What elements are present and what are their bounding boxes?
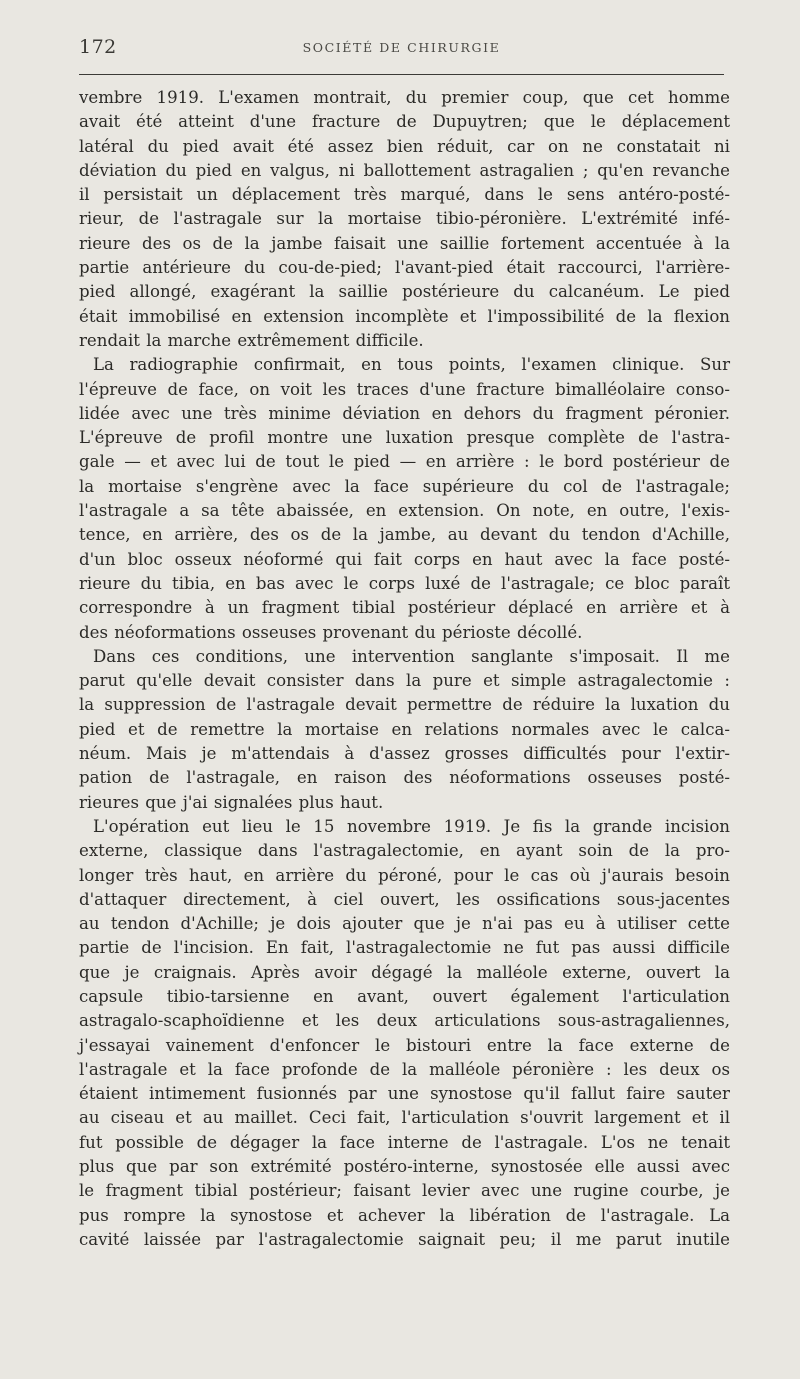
text-line: avait été atteint d'une fracture de Dupuytren; que le déplacement bbox=[79, 112, 730, 132]
text-line: des néoformations osseuses provenant du périoste décollé. bbox=[79, 622, 583, 642]
text-line: l'astragale et la face profonde de la malléole péronière : les deux os bbox=[79, 1059, 730, 1079]
running-head: SOCIÉTÉ DE CHIRURGIE bbox=[302, 40, 501, 55]
text-line: l'épreuve de face, on voit les traces d'une fracture bimalléolaire conso- bbox=[79, 379, 730, 399]
text-line: rieur, de l'astragale sur la mortaise tibio-péronière. L'extrémité infé- bbox=[79, 209, 730, 229]
text-line: partie de l'incision. En fait, l'astragalectomie ne fut pas aussi difficile bbox=[79, 938, 730, 958]
text-line: j'essayai vainement d'enfoncer le bistouri entre la face externe de bbox=[79, 1035, 730, 1055]
text-line: La radiographie confirmait, en tous points, l'examen clinique. Sur bbox=[93, 355, 730, 375]
text-line: Dans ces conditions, une intervention sanglante s'imposait. Il me bbox=[93, 646, 730, 666]
text-line: lidée avec une très minime déviation en dehors du fragment péronier. bbox=[79, 403, 730, 423]
text-line: longer très haut, en arrière du péroné, pour le cas où j'aurais besoin bbox=[79, 865, 730, 885]
text-line: la suppression de l'astragale devait permettre de réduire la luxation du bbox=[79, 695, 730, 715]
text-line: astragalo-scaphoïdienne et les deux articulations sous-astragaliennes, bbox=[79, 1011, 730, 1031]
text-line: fut possible de dégager la face interne de l'astragale. L'os ne tenait bbox=[79, 1132, 730, 1152]
text-line: tence, en arrière, des os de la jambe, au devant du tendon d'Achille, bbox=[79, 525, 730, 545]
text-line: capsule tibio-tarsienne en avant, ouvert également l'articulation bbox=[79, 986, 730, 1006]
header-rule bbox=[79, 74, 724, 75]
text-line: déviation du pied en valgus, ni ballottement astragalien ; qu'en revanche bbox=[79, 160, 730, 180]
text-line: externe, classique dans l'astragalectomie, en ayant soin de la pro- bbox=[79, 841, 730, 861]
text-line: plus que par son extrémité postéro-interne, synostosée elle aussi avec bbox=[79, 1157, 730, 1177]
text-line: d'un bloc osseux néoformé qui fait corps en haut avec la face posté- bbox=[79, 549, 730, 569]
page-header bbox=[79, 36, 724, 66]
page-number: 172 bbox=[79, 36, 117, 58]
text-line: pation de l'astragale, en raison des néoformations osseuses posté- bbox=[79, 768, 730, 788]
text-line: le fragment tibial postérieur; faisant levier avec une rugine courbe, je bbox=[79, 1181, 730, 1201]
text-line: il persistait un déplacement très marqué, dans le sens antéro-posté- bbox=[79, 185, 730, 205]
text-line: au tendon d'Achille; je dois ajouter que je n'ai pas eu à utiliser cette bbox=[79, 914, 730, 934]
text-line: pied et de remettre la mortaise en relations normales avec le calca- bbox=[79, 719, 730, 739]
text-line: L'opération eut lieu le 15 novembre 1919. Je fis la grande incision bbox=[93, 816, 730, 836]
text-line: latéral du pied avait été assez bien réduit, car on ne constatait ni bbox=[79, 136, 730, 156]
text-line: gale — et avec lui de tout le pied — en arrière : le bord postérieur de bbox=[79, 452, 730, 472]
text-line: étaient intimement fusionnés par une synostose qu'il fallut faire sauter bbox=[79, 1084, 730, 1104]
text-line: l'astragale a sa tête abaissée, en extension. On note, en outre, l'exis- bbox=[79, 501, 730, 521]
text-line: était immobilisé en extension incomplète et l'impossibilité de la flexion bbox=[79, 306, 730, 326]
text-line: L'épreuve de profil montre une luxation presque complète de l'astra- bbox=[79, 428, 730, 448]
text-line: parut qu'elle devait consister dans la pure et simple astragalectomie : bbox=[79, 671, 730, 691]
text-line: correspondre à un fragment tibial postérieur déplacé en arrière et à bbox=[79, 598, 730, 618]
text-line: néum. Mais je m'attendais à d'assez grosses difficultés pour l'extir- bbox=[79, 744, 730, 764]
text-line: cavité laissée par l'astragalectomie saignait peu; il me parut inutile bbox=[79, 1229, 730, 1249]
text-line: vembre 1919. L'examen montrait, du premier coup, que cet homme bbox=[79, 88, 730, 107]
text-line: d'attaquer directement, à ciel ouvert, les ossifications sous-jacentes bbox=[79, 889, 730, 909]
text-line: rendait la marche extrêmement difficile. bbox=[79, 330, 424, 350]
text-line: rieure du tibia, en bas avec le corps luxé de l'astragale; ce bloc paraît bbox=[79, 573, 730, 593]
body-text bbox=[79, 86, 730, 1252]
text-line: la mortaise s'engrène avec la face supérieure du col de l'astragale; bbox=[79, 476, 730, 496]
text-line: que je craignais. Après avoir dégagé la malléole externe, ouvert la bbox=[79, 962, 730, 982]
text-line: rieures que j'ai signalées plus haut. bbox=[79, 792, 384, 812]
text-line: partie antérieure du cou-de-pied; l'avant-pied était raccourci, l'arrière- bbox=[79, 258, 730, 278]
text-line: pus rompre la synostose et achever la libération de l'astragale. La bbox=[79, 1205, 730, 1225]
text-line: pied allongé, exagérant la saillie postérieure du calcanéum. Le pied bbox=[79, 282, 730, 302]
text-line: au ciseau et au maillet. Ceci fait, l'articulation s'ouvrit largement et il bbox=[79, 1108, 730, 1128]
text-line: rieure des os de la jambe faisait une saillie fortement accentuée à la bbox=[79, 233, 730, 253]
